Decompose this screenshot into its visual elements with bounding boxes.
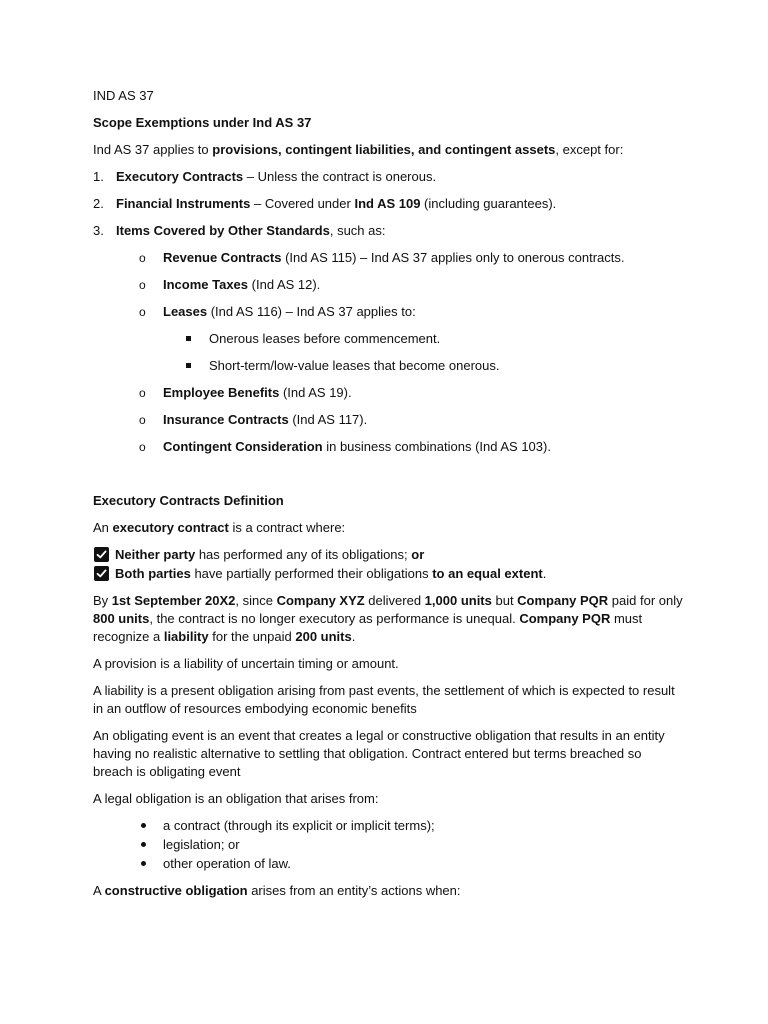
bullet-icon xyxy=(141,861,146,866)
numbered-item-other-standards: 3. Items Covered by Other Standards, such as: xyxy=(93,223,386,238)
scope-heading: Scope Exemptions under Ind AS 37 xyxy=(93,115,312,130)
example-paragraph: By 1st September 20X2, since Company XYZ delivered 1,000 units but Company PQR paid for only 800 units, the contract is no longer executory as performance is unequal. Company PQR must recognize a liability for the unpaid 200 units. xyxy=(93,593,683,644)
circle-bullet-icon: o xyxy=(139,278,146,292)
circle-bullet-icon: o xyxy=(139,305,146,319)
list-item-revenue: o Revenue Contracts (Ind AS 115) – Ind AS 37 applies only to onerous contracts. xyxy=(139,250,625,265)
executory-intro: An executory contract is a contract where: xyxy=(93,520,346,535)
list-item-leases: o Leases (Ind AS 116) – Ind AS 37 applies to: xyxy=(139,304,416,319)
executory-heading: Executory Contracts Definition xyxy=(93,493,284,508)
provision-definition: A provision is a liability of uncertain timing or amount. xyxy=(93,656,399,671)
document-title: IND AS 37 xyxy=(93,88,154,103)
list-item-operation-of-law: other operation of law. xyxy=(93,855,683,873)
list-item-employee-benefits: o Employee Benefits (Ind AS 19). xyxy=(139,385,352,400)
bullet-icon xyxy=(141,823,146,828)
circle-bullet-icon: o xyxy=(139,440,146,454)
list-item-insurance: o Insurance Contracts (Ind AS 117). xyxy=(139,412,368,427)
check-item-both-parties: Both parties have partially performed their obligations to an equal extent. xyxy=(93,565,683,583)
list-item-contract: a contract (through its explicit or implicit terms); xyxy=(93,817,683,835)
list-item-legislation: legislation; or xyxy=(93,836,683,854)
circle-bullet-icon: o xyxy=(139,251,146,265)
scope-intro: Ind AS 37 applies to provisions, contingent liabilities, and contingent assets, except for: xyxy=(93,142,624,157)
circle-bullet-icon: o xyxy=(139,413,146,427)
obligating-event-definition: An obligating event is an event that creates a legal or constructive obligation that results in an entity having no realistic alternative to settling that obligation. Contract entered but terms breached so breach is obligating event xyxy=(93,728,665,779)
list-item-income-taxes: o Income Taxes (Ind AS 12). xyxy=(139,277,321,292)
list-item-short-term-leases: Short-term/low-value leases that become onerous. xyxy=(93,357,683,375)
check-item-neither-party: Neither party has performed any of its obligations; or xyxy=(93,546,683,564)
checkbox-checked-icon xyxy=(94,547,109,562)
square-bullet-icon xyxy=(186,363,191,368)
list-item-onerous-leases: Onerous leases before commencement. xyxy=(93,330,683,348)
list-item-contingent-consideration: o Contingent Consideration in business combinations (Ind AS 103). xyxy=(139,439,551,454)
square-bullet-icon xyxy=(186,336,191,341)
legal-obligation-intro: A legal obligation is an obligation that arises from: xyxy=(93,791,379,806)
checkbox-checked-icon xyxy=(94,566,109,581)
constructive-obligation-intro: A constructive obligation arises from an entity’s actions when: xyxy=(93,883,461,898)
bullet-icon xyxy=(141,842,146,847)
numbered-item-executory: 1. Executory Contracts – Unless the contract is onerous. xyxy=(93,169,437,184)
numbered-item-financial: 2. Financial Instruments – Covered under Ind AS 109 (including guarantees). xyxy=(93,196,557,211)
liability-definition: A liability is a present obligation arising from past events, the settlement of which is expected to result in an outflow of resources embodying economic benefits xyxy=(93,683,675,716)
document-page xyxy=(93,87,683,909)
circle-bullet-icon: o xyxy=(139,386,146,400)
